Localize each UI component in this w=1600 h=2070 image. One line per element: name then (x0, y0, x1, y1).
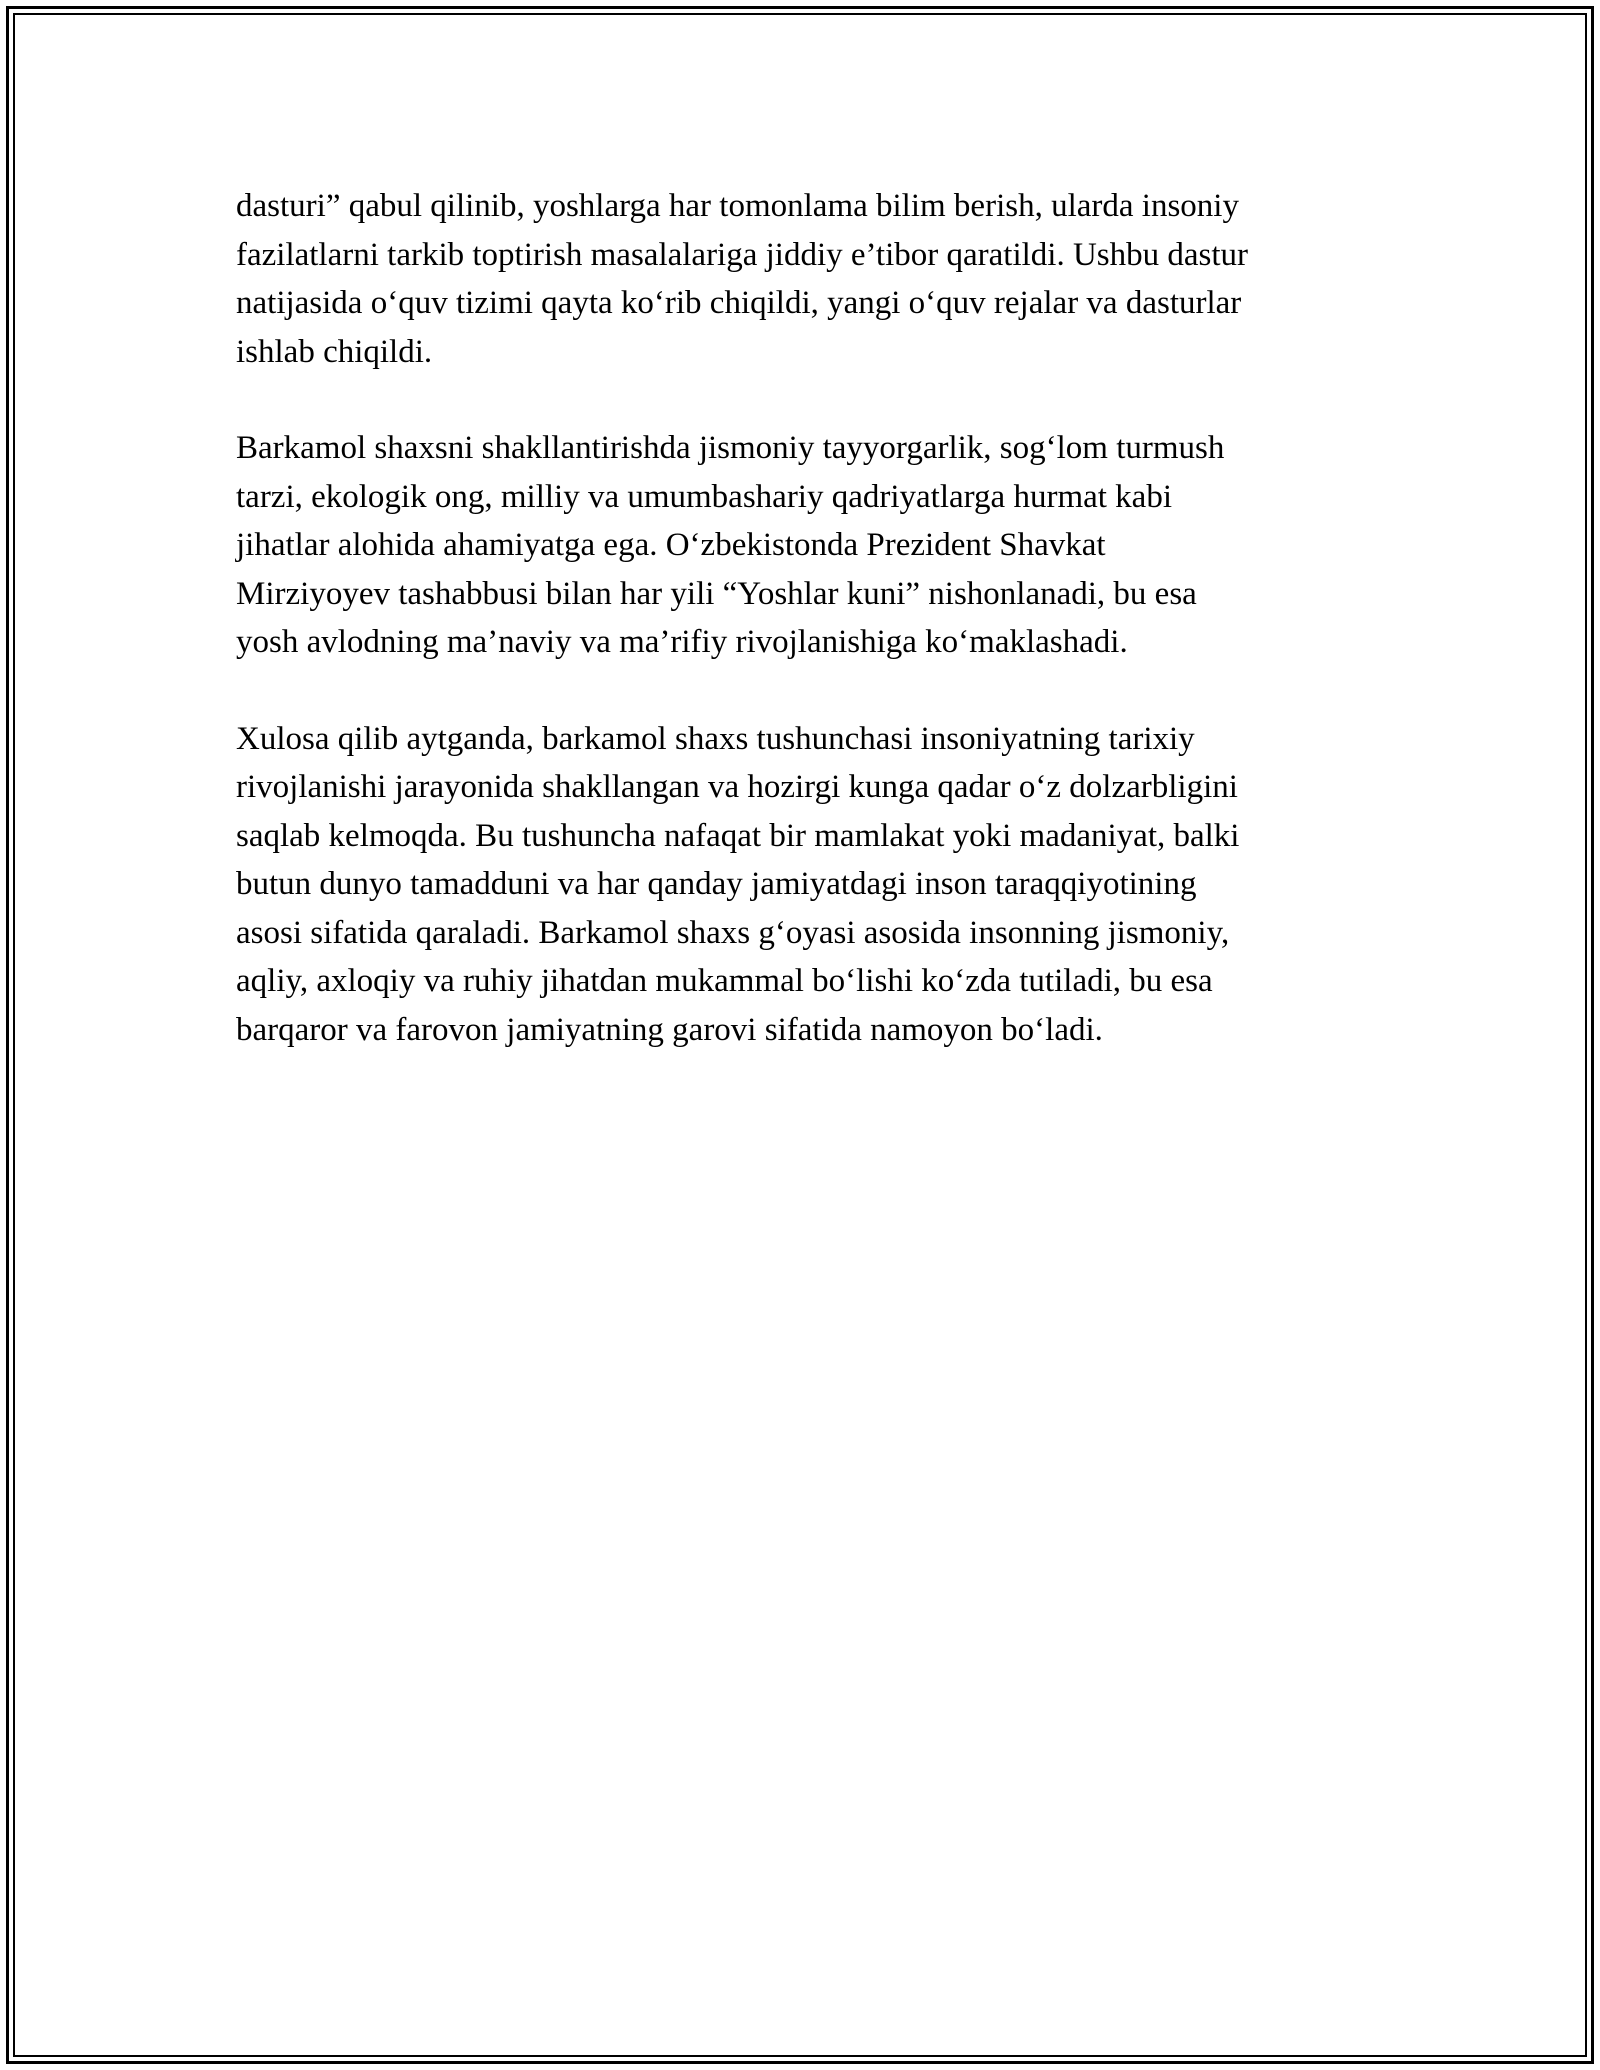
paragraph-2: Barkamol shaxsni shakllantirishda jismoniy tayyorgarlik, sog‘lom turmush tarzi, ekologik ong, milliy va umumbashariy qadriyatlarga hurmat kabi jihatlar alohida ahamiyatga ega. O‘zbekistonda Prezident Shavkat Mirziyoyev tashabbusi bilan har yili “Yoshlar kuni” nishonlanadi, bu esa yosh avlodning ma’naviy va ma’rifiy rivojlanishiga ko‘maklashadi. (236, 430, 1225, 660)
paragraph-1: dasturi” qabul qilinib, yoshlarga har tomonlama bilim berish, ularda insoniy fazilatlarni tarkib toptirish masalalariga jiddiy e’tibor qaratildi. Ushbu dastur natijasida o‘quv tizimi qayta ko‘rib chiqildi, yangi o‘quv rejalar va dasturlar ishlab chiqildi. (236, 188, 1249, 370)
document-body (236, 182, 1366, 1102)
paragraph-3: Xulosa qilib aytganda, barkamol shaxs tushunchasi insoniyatning tarixiy rivojlanishi jarayonida shakllangan va hozirgi kunga qadar o‘z dolzarbligini saqlab kelmoqda. Bu tushuncha nafaqat bir mamlakat yoki madaniyat, balki butun dunyo tamadduni va har qanday jamiyatdagi inson taraqqiyotining asosi sifatida qaraladi. Barkamol shaxs g‘oyasi asosida insonning jismoniy, aqliy, axloqiy va ruhiy jihatdan mukammal bo‘lishi ko‘zda tutiladi, bu esa barqaror va farovon jamiyatning garovi sifatida namoyon bo‘ladi. (236, 720, 1240, 1048)
